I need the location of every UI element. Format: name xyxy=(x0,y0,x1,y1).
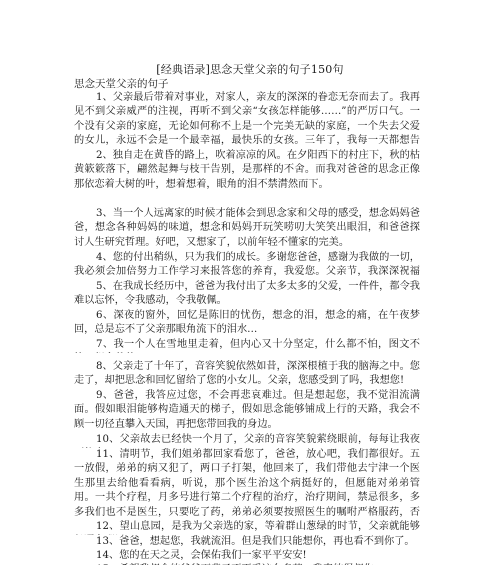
paragraph-13: 13、爸爸，想起您，我就流泪。但是我们只能想你，再也看不到你了。 xyxy=(96,536,415,547)
paragraph-2: 2、独自走在黄昏的路上，吹着凉凉的风。在夕阳西下的村庄下，秋的枯黄簌簌落下，翩然起舞与枝干告别，是那样的不舍。而我对爸爸的思念正像那依恋着大树的叶，想着想着，眼角的泪不禁潸然而下。 xyxy=(74,150,420,190)
paragraph-1: 1、父亲最后带着对事业，对家人，亲友的深深的眷恋无奈而去了。我再见不到父亲威严的注视，再听不到父亲“女孩怎样能够……”的严厉口气。一个没有父亲的家庭，无论如何称不上是一个完美无缺的家庭，一个失去父爱的女儿，永远不会是一个最幸福，最快乐的女孩。三年了，我每一天都想告 xyxy=(74,92,420,147)
paragraph-5: 5、在我成长经历中，爸爸为我付出了太多太多的父爱，一件件，都令我难以忘怀，令我感动，令我敬佩。 xyxy=(74,281,420,307)
paragraph-7: 7、我一个人在雪地里走着，但内心又十分坚定，什么都不怕，图文不 xyxy=(96,339,420,350)
paragraph-14: 14、您的在天之灵，会保佑我们一家平平安安! xyxy=(96,550,307,561)
paragraph-9: 9、爸爸，我答应过您，不会再悲哀难过。但是想起您，我不觉泪流满面。假如眼泪能够构造通天的梯子，假如思念能够铺成上行的天路，我会不顾一切径直攀入天国，再把您带回我的身边。 xyxy=(74,390,420,430)
paragraph-3: 3、当一个人远离家的时候才能体会到思念家和父母的感受，想念妈妈爸爸，想念各种妈妈的味道，想念和妈妈开玩笑唠叨大笑笑出眼泪，和爸爸探讨人生研究哲理。好吧，又想家了，以前年轻不懂家的完美。 xyxy=(74,208,420,248)
paragraph-6: 6、深夜的窗外，回忆是陈旧的忧伤，想念的泪，想念的痛，在午夜梦回，总是忘不了父亲那眼角流下的泪水… xyxy=(74,310,420,336)
document-title: [经典语录]思念天堂父亲的句子150句 xyxy=(156,63,344,76)
paragraph-8: 8、父亲走了十年了，音容笑貌依然如昔，深深根植于我的脑海之中。您走了，却把思念和回忆留给了您的小女儿。父亲，您感受到了吗，我想您! xyxy=(74,361,420,387)
paragraph-12: 12、望山息园，是我为父亲选的家，等着群山葱绿的时节，父亲就能够 xyxy=(96,521,420,532)
paragraph-4: 4、您的付出稍纵，只为我们的成长。多谢您爸爸，感谢为我做的一切，我必须会加倍努力工作学习来报答您的养育，我爱您。父亲节，我深深祝福 xyxy=(74,252,420,278)
paragraph-11: 11、清明节，我们姐弟都回家看您了，爸爸，放心吧，我们都很好。五一放假，弟弟的病又犯了，两口子打架，他回来了，我们带他去宁津一个医生那里去给他看看病，听说，那个医生治这个病挺好的，但愿能对弟弟管用。一共个疗程，月多号进行第二个疗程的治疗，治疗期间，禁忌很多，多多我们也不是医生，只要吃了药，弟弟必须要按照医生的嘱咐严格服药，否 xyxy=(74,449,420,518)
document-subtitle: 思念天堂父亲的句子 xyxy=(74,78,169,90)
paragraph-10: 10、父亲故去已经快一个月了，父亲的音容笑貌萦绕眼前，每每让我夜 xyxy=(96,434,420,445)
